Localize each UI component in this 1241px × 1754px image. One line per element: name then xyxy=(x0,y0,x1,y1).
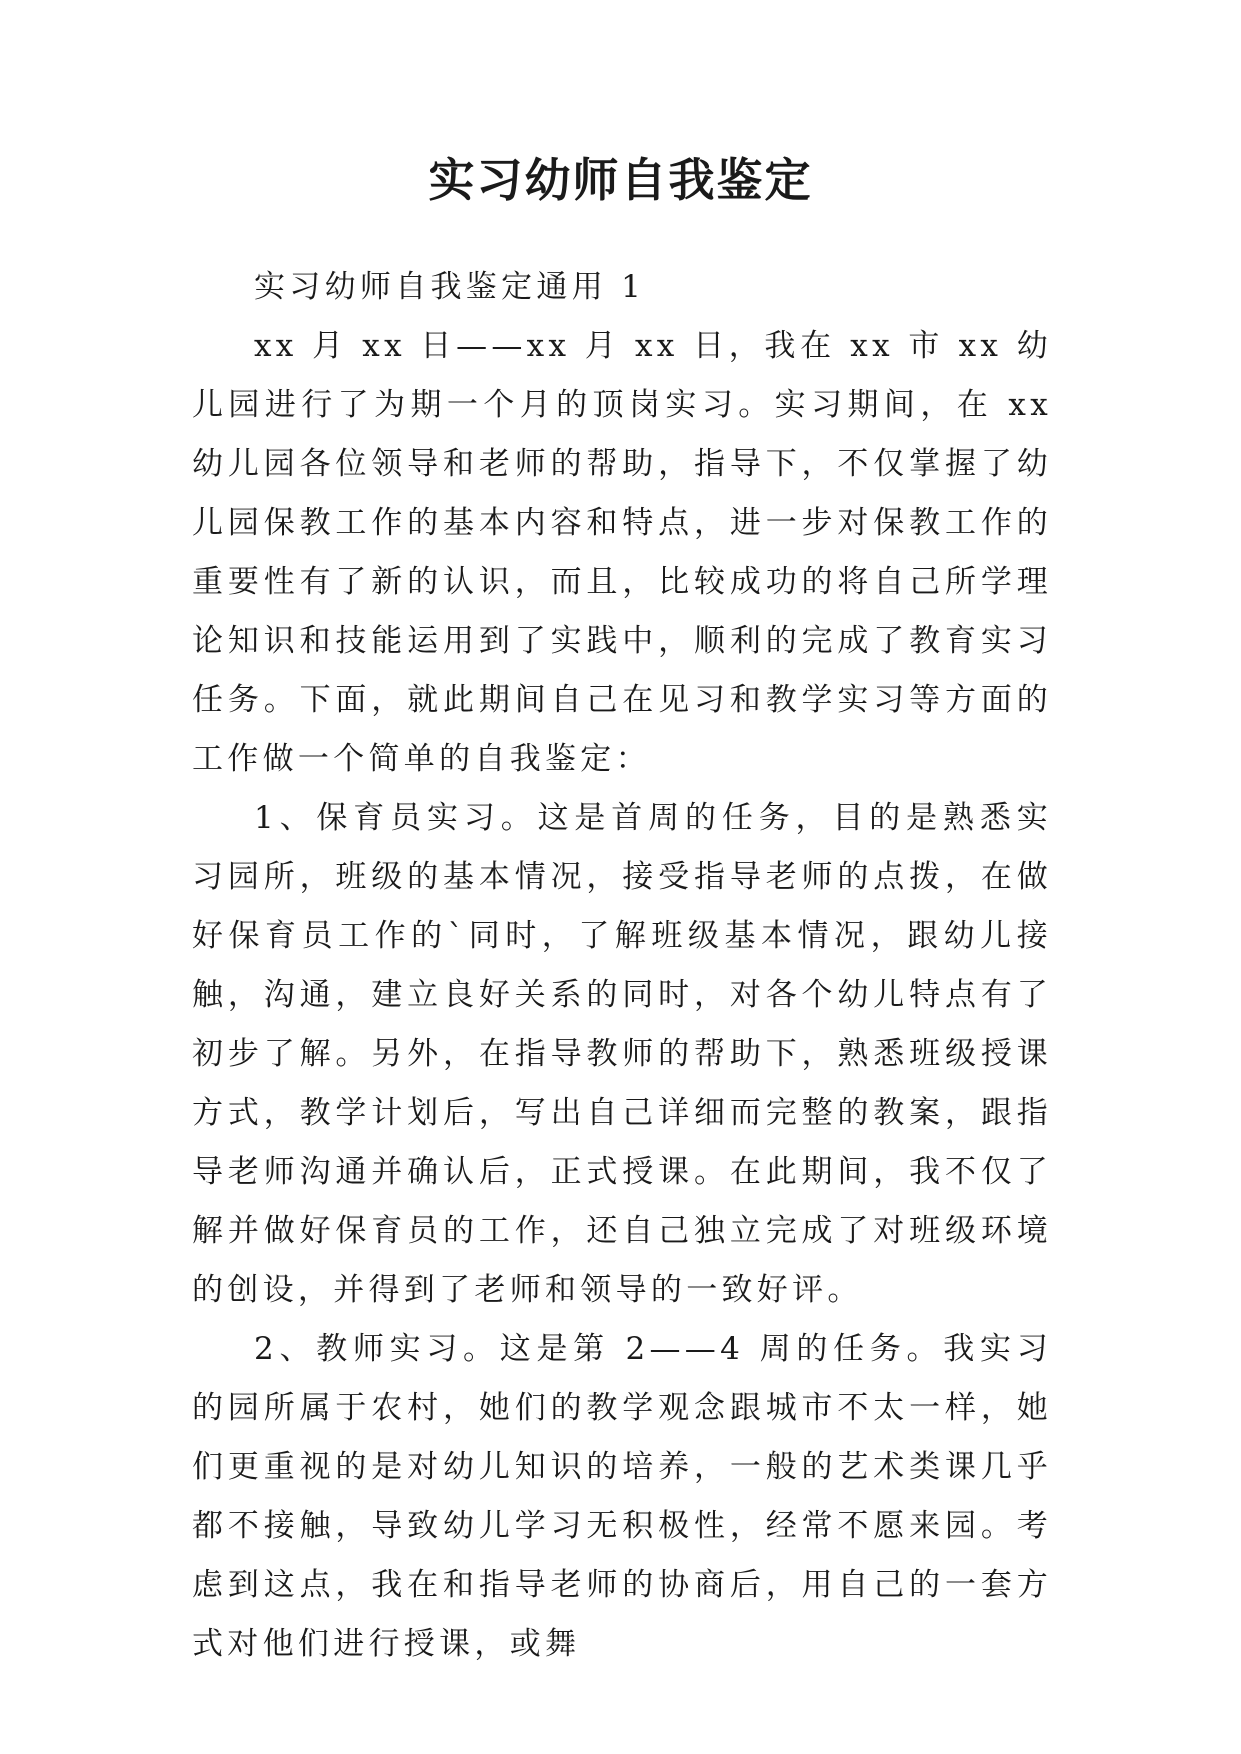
intro-paragraph: xx 月 xx 日——xx 月 xx 日，我在 xx 市 xx 幼儿园进行了为期一个月的顶岗实习。实习期间，在 xx 幼儿园各位领导和老师的帮助，指导下，不仅掌握了幼儿园保教工作的基本内容和特点，进一步对保教工作的重要性有了新的认识，而且，比较成功的将自己所学理论知识和技能运用到了实践中，顺利的完成了教育实习任务。下面，就此期间自己在见习和教学实习等方面的工作做一个简单的自我鉴定： xyxy=(192,328,1052,777)
section-heading: 实习幼师自我鉴定通用 1 xyxy=(254,269,646,305)
document-title: 实习幼师自我鉴定 xyxy=(428,153,813,207)
document-body xyxy=(192,258,1052,1674)
paragraph-teacher-internship: 2、教师实习。这是第 2——4 周的任务。我实习的园所属于农村，她们的教学观念跟城市不太一样，她们更重视的是对幼儿知识的培养，一般的艺术类课几乎都不接触，导致幼儿学习无积极性，经常不愿来园。考虑到这点，我在和指导老师的协商后，用自己的一套方式对他们进行授课，或舞 xyxy=(192,1331,1052,1662)
paragraph-nursery-internship: 1、保育员实习。这是首周的任务，目的是熟悉实习园所，班级的基本情况，接受指导老师的点拨，在做好保育员工作的`同时，了解班级基本情况，跟幼儿接触，沟通，建立良好关系的同时，对各个幼儿特点有了初步了解。另外，在指导教师的帮助下，熟悉班级授课方式，教学计划后，写出自己详细而完整的教案，跟指导老师沟通并确认后，正式授课。在此期间，我不仅了解并做好保育员的工作，还自己独立完成了对班级环境的创设，并得到了老师和领导的一致好评。 xyxy=(192,800,1052,1308)
